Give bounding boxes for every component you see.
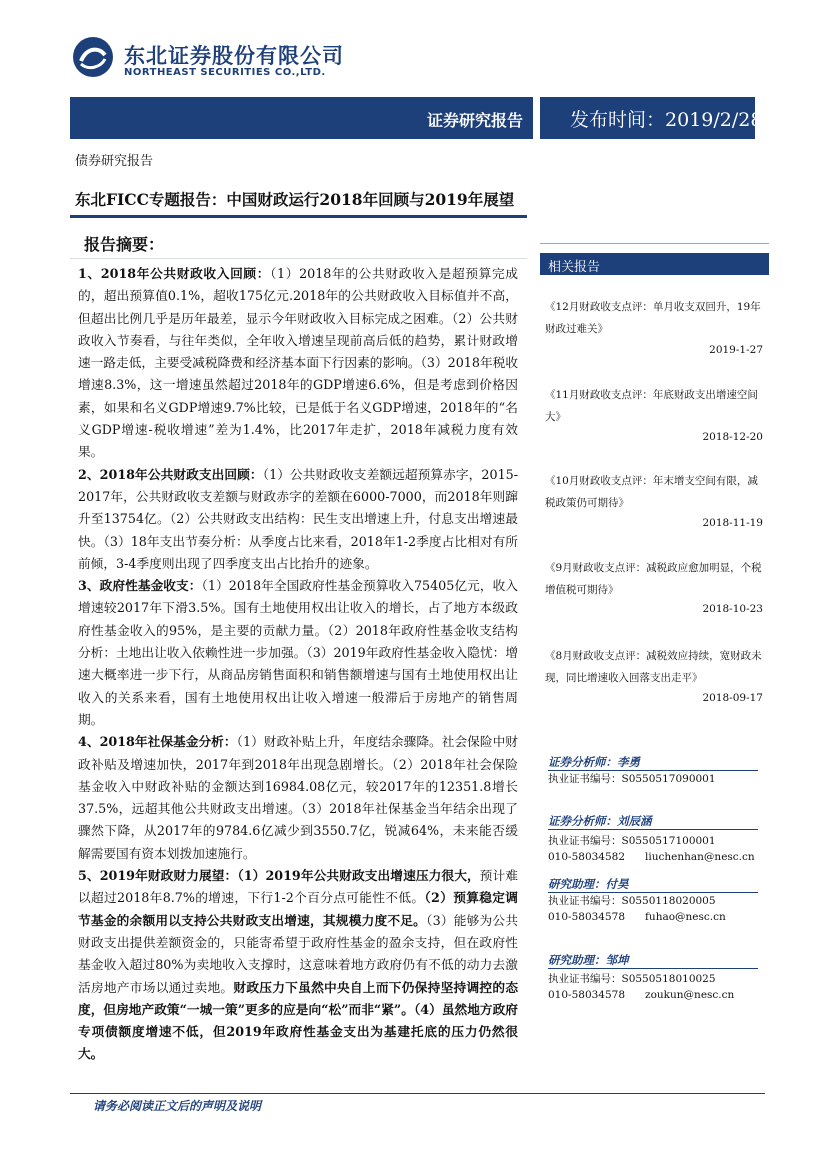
analyst-name: 证券分析师：刘辰涵 [548, 814, 652, 828]
analyst-name: 研究助理：付昊 [548, 877, 629, 891]
summary-heading: 报告摘要： [84, 235, 165, 254]
analyst-cert: 执业证书编号：S0550118020005 [548, 895, 716, 907]
analyst-cert: 执业证书编号：S0550518010025 [548, 973, 716, 985]
doc-type: 债券研究报告 [75, 154, 154, 169]
company-name-en: NORTHEAST SECURITIES CO.,LTD. [124, 67, 326, 78]
title-divider [70, 215, 527, 218]
paragraph-5-head: 5、2019年财政财力展望：（1）2019年公共财政支出增速压力很大， [78, 868, 480, 884]
summary-body [78, 263, 518, 1066]
summary-paragraph-4 [78, 731, 518, 865]
analyst-info [548, 771, 716, 787]
analyst-email[interactable]: zoukun@nesc.cn [645, 989, 735, 1001]
related-report-date: 2018-09-17 [702, 692, 763, 704]
report-category-bar [70, 97, 533, 139]
related-reports-title: 相关报告 [548, 260, 601, 275]
related-report-link[interactable]: 《11月财政收支点评：年底财政支出增速空间大》 [545, 389, 758, 423]
paragraph-5-bold-3: 财政压力下虽然中央自上而下仍保持坚持调控的态度，但房地产政策“一城一策”更多的应是向“松”而非“紧”。（4）虽然地方政府专项债额度增速不低，但2019年政府性基金支出为基建托底的压力仍然很大。 [78, 979, 519, 1062]
publish-label: 发布时间： [570, 109, 666, 131]
analyst-phone: 010-58034582 [548, 851, 626, 863]
paragraph-5-text-1: 预计难以超过2018年8.7%的增速，下行1-2个百分点可能性不低。 [78, 868, 518, 906]
paragraph-2-head: 2、2018年公共财政支出回顾： [78, 466, 263, 482]
related-reports-header [540, 253, 769, 275]
company-logo [73, 37, 113, 77]
paragraph-4-text: （1）财政补贴上升，年度结余骤降。社会保险中财政补贴及增速加快，2017年到2018年出现急剧增长。（2）2018年社会保险基金收入中财政补贴的金额达到16984.08亿元，较2017年的12351.8增长37.5%，远超其他公共财政支出增速。（3）2018年社保基金当年结余出现了骤然下降，从2017年的9784.6亿减少到3550.7亿，锐减64%，未来能否缓解需要国有资本划拨加速施行。 [78, 734, 518, 861]
analyst-cert: 执业证书编号：S0550517100001 [548, 835, 716, 847]
report-category: 证券研究报告 [426, 111, 523, 130]
paragraph-3-text: （1）2018年全国政府性基金预算收入75405亿元，收入增速较2017年下滑3.5%。国有土地使用权出让收入的增长，占了地方本级政府性基金收入的95%，是主要的贡献力量。（2）2018年政府性基金收支结构分析：土地出让收入依赖性进一步加强。（3）2019年政府性基金收入隐忧：增速大概率进一步下行，从商品房销售面积和销售额增速与国有土地使用权出让收入的关系来看，国有土地使用权出让收入增速一般滞后于房地产的销售周期。 [78, 578, 519, 727]
analyst-email[interactable]: fuhao@nesc.cn [645, 911, 726, 923]
related-report-date: 2018-10-23 [702, 603, 763, 615]
company-name-cn: 东北证券股份有限公司 [124, 44, 344, 68]
related-report-date: 2018-12-20 [702, 431, 763, 443]
footer-divider [70, 1093, 765, 1094]
analyst-divider [548, 829, 758, 830]
footer-disclaimer: 请务必阅读正文后的声明及说明 [93, 1099, 262, 1113]
summary-paragraph-3 [78, 575, 518, 731]
analyst-info [548, 971, 734, 1003]
summary-divider [70, 258, 527, 259]
analyst-divider [548, 968, 758, 969]
summary-paragraph-5 [78, 865, 518, 1066]
paragraph-3-head: 3、政府性基金收支： [78, 578, 202, 594]
publish-date-value: 2019/2/28 [665, 109, 763, 131]
related-report-link[interactable]: 《9月财政收支点评：减税政应愈加明显，个税增值税可期待》 [545, 562, 762, 596]
paragraph-2-text: （1）公共财政收支差额远超预算赤字，2015-2017年，公共财政收支差额与财政赤字的差额在6000-7000，而2018年则蹿升至13754亿。（2）公共财政支出结构：民生支出增速上升，付息支出增速最快。（3）18年支出节奏分析：从季度占比来看，2018年1-2季度占比相对有所前倾，3-4季度则出现了四季度支出占比抬升的迹象。 [78, 466, 518, 571]
analyst-name: 研究助理：邹坤 [548, 953, 629, 967]
analyst-info [548, 833, 755, 865]
paragraph-1-head: 1、2018年公共财政收入回顾： [78, 266, 271, 281]
publish-date-bar [540, 97, 763, 139]
related-report-date: 2019-1-27 [709, 344, 763, 356]
related-report-date: 2018-11-19 [702, 517, 763, 529]
related-report-link[interactable]: 《8月财政收支点评：减税效应持续，宽财政未现，同比增速收入回落支出走平》 [545, 650, 762, 684]
analyst-name: 证券分析师：李勇 [548, 755, 640, 769]
logo-swirl-icon [73, 37, 113, 77]
summary-paragraph-2 [78, 464, 518, 575]
paragraph-5-bold-2: （2）预算稳定调节基金的余额用以支持公共财政支出增速，其规模力度不足。 [78, 890, 518, 928]
paragraph-5-text-2: （3）能够为公共财政支出提供差额资金的，只能寄希望于政府性基金的盈余支持，但在政府性基金收入超过80%为卖地收入支撑时，这意味着地方政府仍有不低的动力去激活房地产市场以通过卖地。 [78, 912, 519, 995]
sidebar-divider [540, 243, 769, 244]
paragraph-4-head: 4、2018年社保基金分析： [78, 734, 237, 750]
page-title: 东北FICC专题报告：中国财政运行2018年回顾与2019年展望 [75, 190, 515, 209]
analyst-phone: 010-58034578 [548, 989, 626, 1001]
related-report-link[interactable]: 《10月财政收支点评：年末增支空间有限，减税政策仍可期待》 [545, 475, 758, 509]
paragraph-1-text: （1）2018年的公共财政收入是超预算完成的，超出预算值0.1%，超收175亿元.2018年的公共财政收入目标值并不高，但超出比例几乎是历年最差，显示今年财政收入目标完成之困难。（2）公共财政收入节奏看，与往年类似，全年收入增速呈现前高后低的趋势，累计财政增速一路走低，主要受减税降费和经济基本面下行因素的影响。（3）2018年税收增速8.3%，这一增速虽然超过2018年的GDP增速6.6%，但是考虑到价格因素，如果和名义GDP增速9.7%比较，已是低于名义GDP增速，2018年的“名义GDP增速-税收增速”差为1.4%，比2017年走扩，2018年减税力度有效果。 [78, 266, 519, 460]
publish-date [570, 105, 762, 132]
summary-paragraph-1 [78, 263, 518, 464]
analyst-cert: 执业证书编号：S0550517090001 [548, 773, 716, 785]
analyst-phone: 010-58034578 [548, 911, 626, 923]
related-report-link[interactable]: 《12月财政收支点评：单月收支双回升，19年财政过难关》 [545, 301, 761, 335]
analyst-info [548, 893, 726, 925]
analyst-email[interactable]: liuchenhan@nesc.cn [645, 851, 755, 863]
